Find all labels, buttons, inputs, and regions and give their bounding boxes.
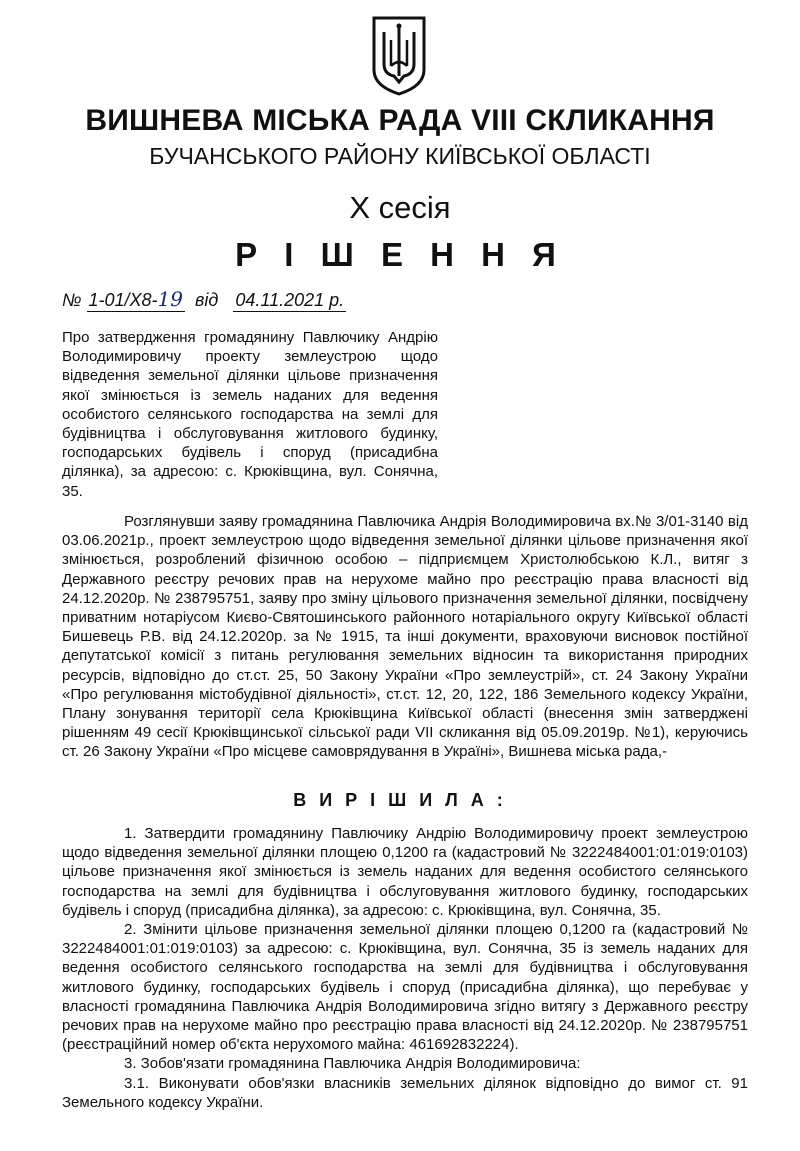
document-number-text: 1-01/X8- xyxy=(88,290,158,310)
document-number xyxy=(87,287,186,312)
session-title: X сесія xyxy=(349,190,451,225)
decision-item: 1. Затвердити громадянину Павлючику Андрію Володимировичу проект землеустрою щодо відведення земельної ділянки площею 0,1200 га (кадастровий № 3222484001:01:019:0103) цільове призначення якої змінюється із земель наданих для ведення особистого селянського господарства на землі для будівництва і обслуговування житлового будинку, господарських будівель і споруд (присадибна ділянка), за адресою: с. Крюківщина, вул. Сонячна, 35. xyxy=(62,825,748,919)
decision-heading: Р І Ш Е Н Н Я xyxy=(235,236,565,273)
decision-items xyxy=(62,824,748,1112)
resolved-heading: В И Р І Ш И Л А : xyxy=(293,790,507,810)
decision-item: 2. Змінити цільове призначення земельної ділянки площею 0,1200 га (кадастровий № 3222484001:01:019:0103) за адресою: с. Крюківщина, вул. Сонячна, 35 із земель наданих для ведення особистого селянського господарства на землі для будівництва і обслуговування житлового будинку, господарських будівель і споруд (присадибна ділянка), що перебуває у власності громадянина Павлючика Андрія Володимировича згідно витягу з Державного реєстру речових прав на нерухоме майно про реєстрацію права власності від 24.12.2020р. № 238795751 (реєстраційний номер об'єкта нерухомого майна: 461692832224). xyxy=(62,921,748,1054)
decision-item: 3. Зобов'язати громадянина Павлючика Андрія Володимировича: xyxy=(124,1055,581,1073)
decision-item: 3.1. Виконувати обов'язки власників земельних ділянок відповідно до вимог ст. 91 Земельного кодексу України. xyxy=(62,1074,748,1111)
document-number-line xyxy=(62,287,346,312)
preamble-paragraph: Розглянувши заяву громадянина Павлючика Андрія Володимировича вх.№ 3/01-3140 від 03.06.2021р., проект землеустрою щодо відведення земельної ділянки цільове призначення якої змінюється, розроблений фізичною особою – підприємцем Христолюбською К.Л., витяг з Державного реєстру речових прав на нерухоме майно про реєстрацію права власності від 24.12.2020р. № 238795751, заяву про зміну цільового призначення земельної ділянки, посвідчену приватним нотаріусом Києво-Святошинського районного нотаріального округу Київської області Бишевець Р.В. від 24.12.2020р. за № 1915, та інші документи, враховуючи висновок постійної депутатської комісії з питань регулювання земельних відносин та використання природних ресурсів, відповідно до ст.ст. 25, 50 Закону України «Про землеустрій», ст. 24 Закону України «Про регулювання містобудівної діяльності», ст.ст. 12, 20, 122, 186 Земельного кодексу України, Плану зонування території села Крюківщина Київської області (внесення змін затверджені рішенням 49 сесії Крюківщинської сільської ради VII скликання від 05.09.2019р. №1), керуючись ст. 26 Закону України «Про місцеве самоврядування в Україні», Вишнева міська рада,- xyxy=(62,513,748,761)
date-prefix: від xyxy=(195,290,219,310)
document-date: 04.11.2021 р. xyxy=(235,290,345,310)
coat-of-arms-icon xyxy=(370,14,428,98)
handwritten-number: 19 xyxy=(157,287,184,311)
council-title: ВИШНЕВА МІСЬКА РАДА VIII СКЛИКАННЯ xyxy=(85,104,715,137)
district-title: БУЧАНСЬКОГО РАЙОНУ КИЇВСЬКОЇ ОБЛАСТІ xyxy=(149,143,651,169)
number-prefix: № xyxy=(62,290,82,310)
decision-subject: Про затвердження громадянину Павлючику Андрію Володимировичу проекту землеустрою щодо відведення земельної ділянки цільове призначення якої змінюється із земель наданих для ведення особистого селянського господарства на землі для будівництва і обслуговування житлового будинку, господарських будівель і споруд (присадибна ділянка), за адресою: с. Крюківщина, вул. Сонячна, 35. xyxy=(62,329,438,500)
preamble xyxy=(62,512,748,762)
